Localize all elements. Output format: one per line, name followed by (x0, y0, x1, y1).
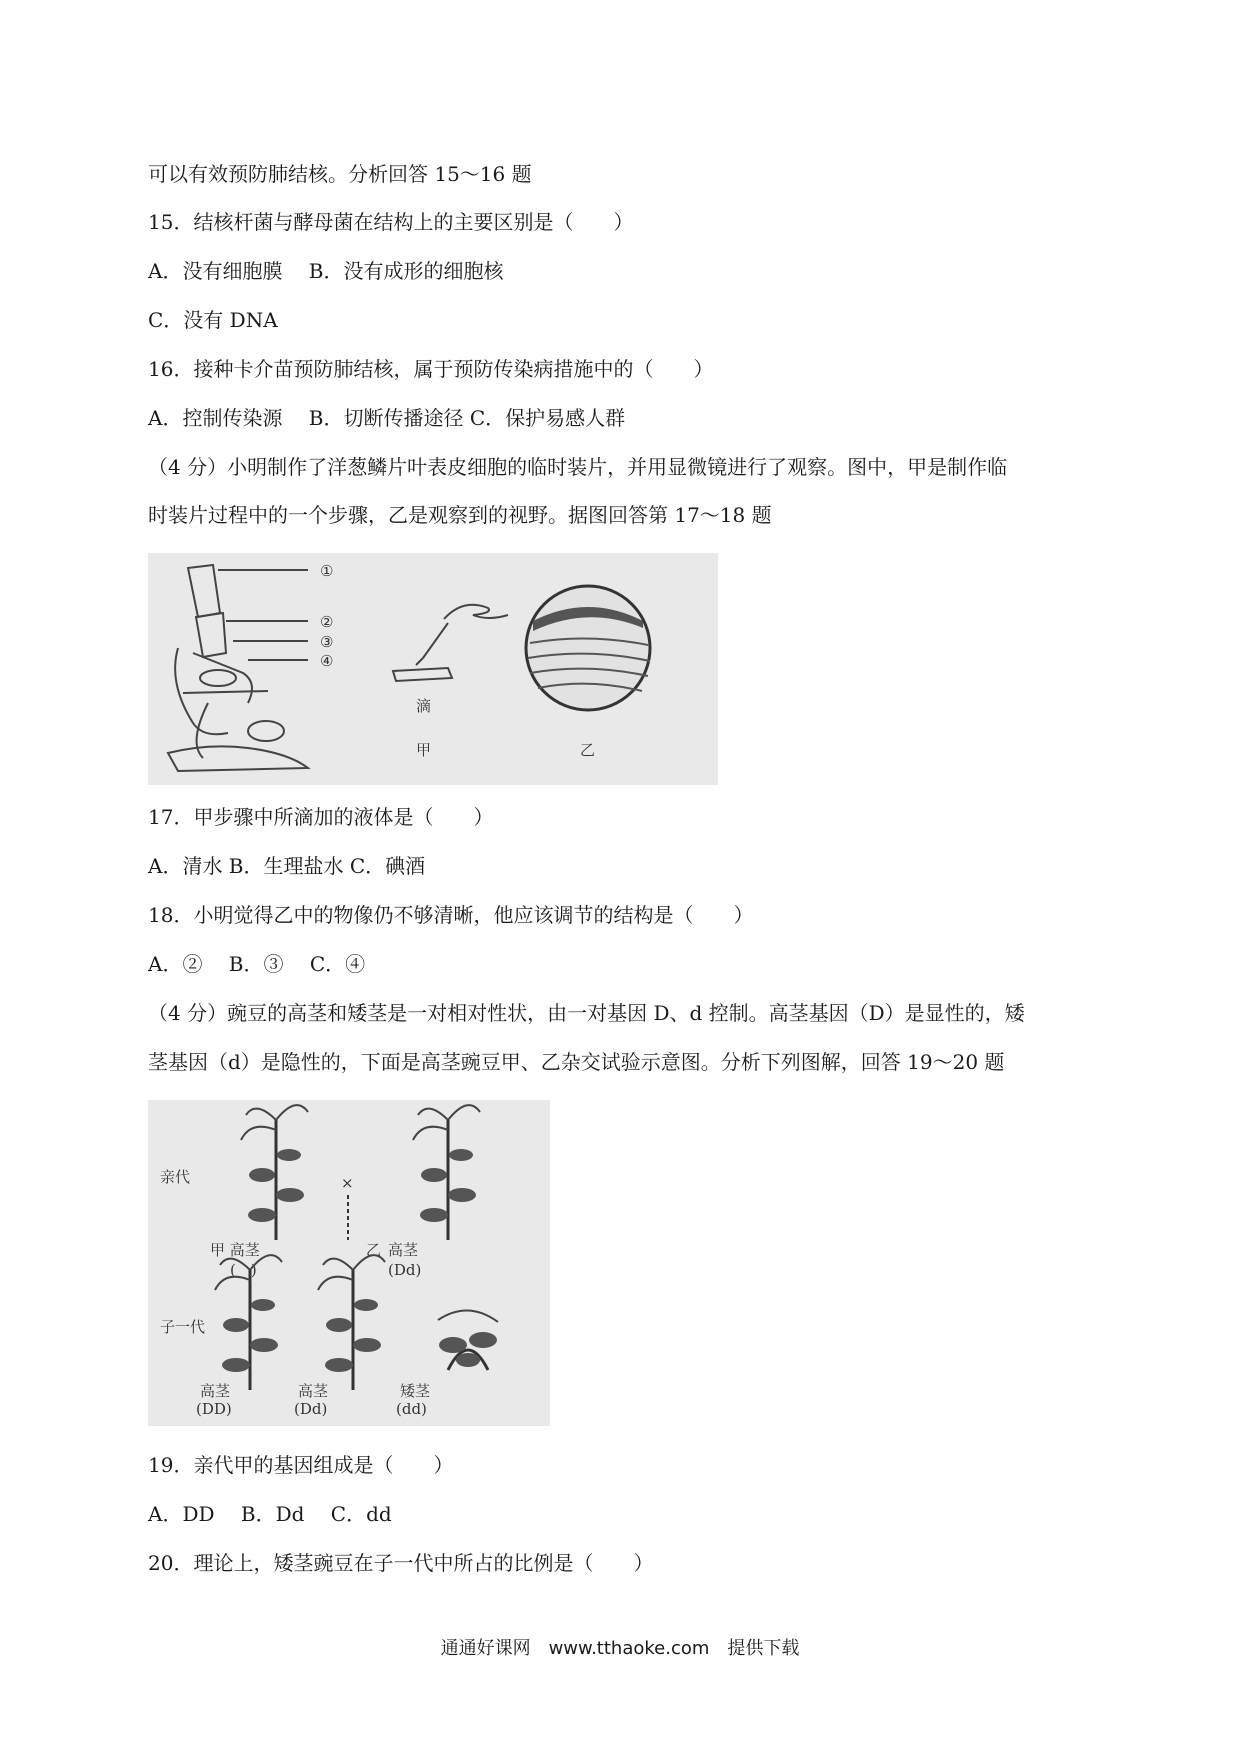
figure-jia-label: 甲 (416, 741, 432, 759)
parent-yi-trait: 高茎 (388, 1241, 419, 1259)
dropper-drawing (393, 605, 508, 681)
parent-jia-label: 甲 高茎 (210, 1241, 260, 1259)
figure-pea-cross (148, 1100, 550, 1426)
question-17: 17．甲步骤中所滴加的液体是（ ） (148, 805, 494, 829)
parent-yi-genotype: (Dd) (388, 1261, 422, 1279)
label-2: ② (320, 613, 334, 631)
microscope-drawing (168, 565, 308, 771)
section-intro-19-20-line1: （4 分）豌豆的高茎和矮茎是一对相对性状，由一对基因 D、d 控制。高茎基因（D）是显性的，矮 (148, 1001, 1025, 1025)
offspring-1-genotype: (DD) (196, 1400, 232, 1418)
parent-plant-jia (241, 1105, 308, 1240)
offspring-2-genotype: (Dd) (294, 1400, 328, 1418)
label-1: ① (320, 562, 334, 580)
figure-microscope (148, 553, 718, 785)
offspring-3-genotype: (dd) (396, 1400, 427, 1418)
question-20: 20．理论上，矮茎豌豆在子一代中所占的比例是（ ） (148, 1551, 654, 1575)
offspring-plant-2 (318, 1255, 385, 1390)
row-label-parent: 亲代 (160, 1168, 191, 1186)
label-3: ③ (320, 633, 334, 651)
offspring-2-trait: 高茎 (298, 1382, 329, 1400)
question-19-options: A．DD B．Dd C．dd (148, 1502, 392, 1526)
offspring-plant-1 (215, 1255, 282, 1390)
question-18-options: A．② B．③ C．④ (148, 952, 366, 976)
step-drop-label: 滴 (416, 697, 432, 715)
question-15: 15．结核杆菌与酵母菌在结构上的主要区别是（ ） (148, 210, 634, 234)
page-footer: 通通好课网 www.tthaoke.com 提供下载 (440, 1638, 800, 1659)
question-16-options: A．控制传染源 B．切断传播途径 C．保护易感人群 (148, 406, 626, 430)
parent-jia-genotype: ( ) (230, 1261, 257, 1279)
parent-plant-yi (413, 1105, 480, 1240)
field-of-view-drawing (526, 586, 650, 710)
question-15-options-ab: A．没有细胞膜 B．没有成形的细胞核 (148, 259, 504, 283)
question-15-option-c: C．没有 DNA (148, 308, 278, 332)
figure-yi-label: 乙 (580, 741, 596, 759)
label-4: ④ (320, 652, 334, 670)
section-intro-19-20-line2: 茎基因（d）是隐性的，下面是高茎豌豆甲、乙杂交试验示意图。分析下列图解，回答 19～20 题 (148, 1050, 1005, 1074)
question-16: 16．接种卡介苗预防肺结核，属于预防传染病措施中的（ ） (148, 357, 714, 381)
section-intro-17-18-line2: 时装片过程中的一个步骤，乙是观察到的视野。据图回答第 17～18 题 (148, 503, 772, 527)
section-intro-17-18-line1: （4 分）小明制作了洋葱鳞片叶表皮细胞的临时装片，并用显微镜进行了观察。图中，甲是制作临 (148, 455, 1008, 479)
question-19: 19．亲代甲的基因组成是（ ） (148, 1453, 454, 1477)
question-18: 18．小明觉得乙中的物像仍不够清晰，他应该调节的结构是（ ） (148, 903, 754, 927)
question-17-options: A．清水 B．生理盐水 C．碘酒 (148, 854, 426, 878)
offspring-1-trait: 高茎 (200, 1382, 231, 1400)
offspring-plant-3-dwarf (438, 1310, 498, 1370)
offspring-3-trait: 矮茎 (400, 1382, 431, 1400)
parent-yi-label: 乙 (366, 1241, 382, 1259)
intro-text-line: 可以有效预防肺结核。分析回答 15～16 题 (148, 162, 532, 186)
row-label-offspring: 子一代 (160, 1318, 206, 1336)
cross-symbol: × (341, 1174, 354, 1192)
